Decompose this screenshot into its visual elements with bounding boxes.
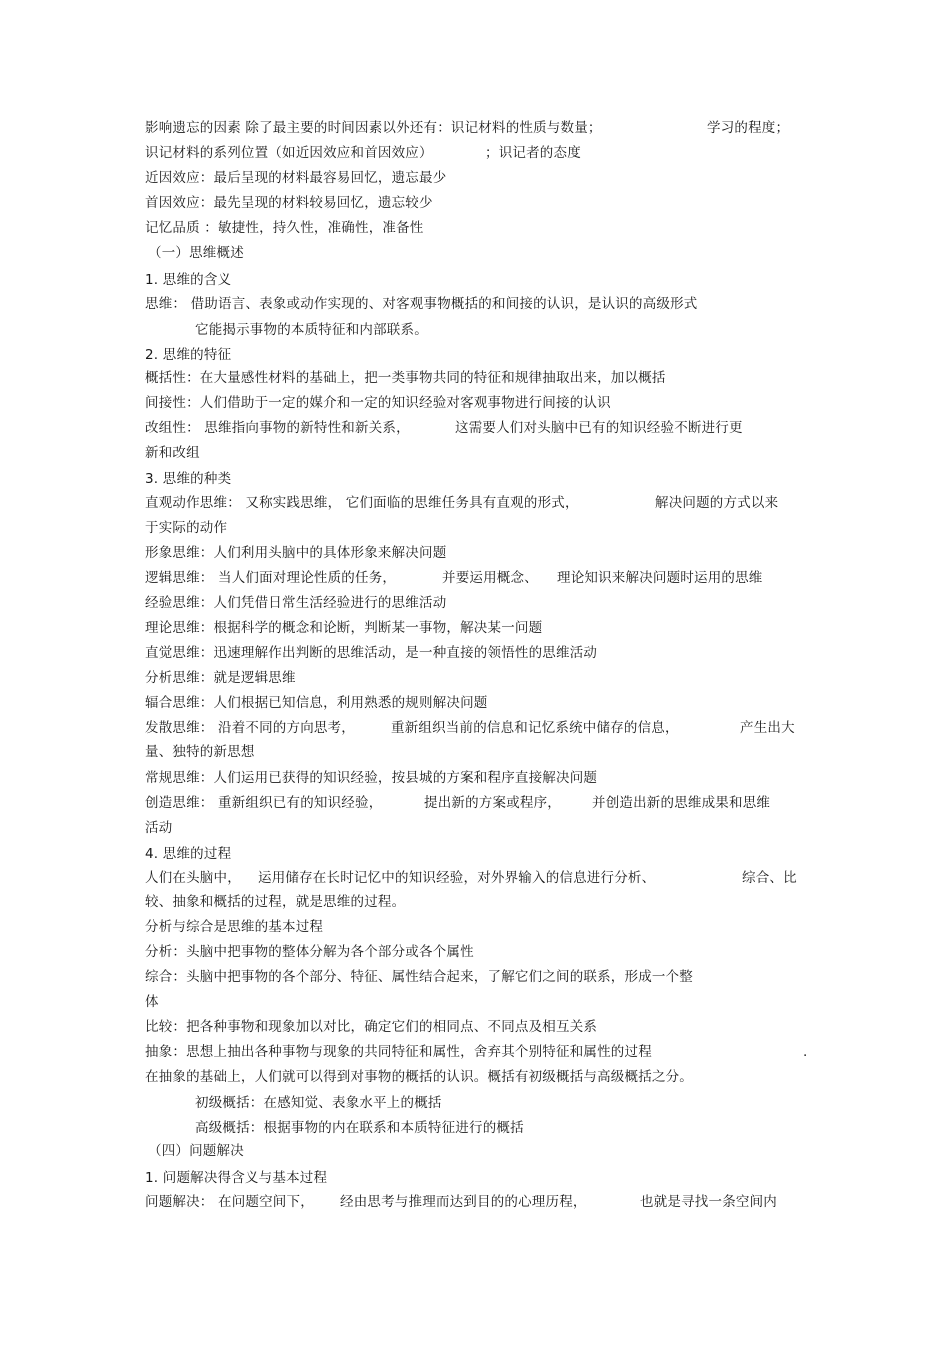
text-segment: 运用储存在长时记忆中的知识经验，对外界输入的信息进行分析、 (258, 870, 656, 886)
text-line: 经验思维：人们凭借日常生活经验进行的思维活动 (145, 595, 447, 611)
text-line: 比较：把各种事物和现象加以对比，确定它们的相同点、不同点及相互关系 (145, 1019, 598, 1035)
text-segment: 理论知识来解决问题时运用的思维 (557, 570, 763, 586)
text-line: 创造思维： 重新组织已有的知识经验， 提出新的方案或程序， 并创造出新的思维成果和思维 (145, 795, 771, 811)
subsection-heading: 2. 思维的特征 (145, 347, 232, 363)
text-line: 于实际的动作 (145, 520, 228, 536)
text-line: 初级概括：在感知觉、表象水平上的概括 (195, 1095, 442, 1111)
text-line: 直观动作思维： 又称实践思维， 它们面临的思维任务具有直观的形式， 解决问题的方式以来 (145, 495, 779, 511)
text-segment: 学习的程度； (707, 120, 790, 136)
text-segment: 产生出大 (740, 720, 795, 736)
text-line: 分析与综合是思维的基本过程 (145, 919, 324, 935)
section-heading: （一）思维概述 (148, 245, 244, 261)
text-line: 新和改组 (145, 445, 200, 461)
text-segment: 提出新的方案或程序， (424, 795, 561, 811)
text-line: 分析：头脑中把事物的整体分解为各个部分或各个属性 (145, 944, 474, 960)
text-line: 在抽象的基础上，人们就可以得到对事物的概括的认识。概括有初级概括与高级概括之分。 (145, 1069, 693, 1085)
text-line: 分析思维：就是逻辑思维 (145, 670, 296, 686)
text-line: 形象思维：人们利用头脑中的具体形象来解决问题 (145, 545, 447, 561)
text-line: 综合：头脑中把事物的各个部分、特征、属性结合起来，了解它们之间的联系，形成一个整 (145, 969, 693, 985)
text-segment: 也就是寻找一条空间内 (640, 1194, 777, 1210)
text-line: 高级概括：根据事物的内在联系和本质特征进行的概括 (195, 1120, 524, 1136)
text-line: 直觉思维：迅速理解作出判断的思维活动，是一种直接的领悟性的思维活动 (145, 645, 598, 661)
text-line: 体 (145, 994, 159, 1010)
text-line: 较、抽象和概括的过程，就是思维的过程。 (145, 894, 406, 910)
text-segment: 综合、比 (742, 870, 797, 886)
subsection-heading: 3. 思维的种类 (145, 471, 232, 487)
text-line: 量、独特的新思想 (145, 744, 255, 760)
text-line: 概括性：在大量感性材料的基础上，把一类事物共同的特征和规律抽取出来，加以概括 (145, 370, 666, 386)
text-segment: 解决问题的方式以来 (655, 495, 779, 511)
subsection-heading: 1. 问题解决得含义与基本过程 (145, 1170, 328, 1186)
text-segment: . (803, 1044, 808, 1060)
text-line: 影响遗忘的因素 除了最主要的时间因素以外还有：识记材料的性质与数量； 学习的程度； (145, 120, 790, 136)
text-line: 常规思维：人们运用已获得的知识经验，按县城的方案和程序直接解决问题 (145, 770, 598, 786)
text-line: 理论思维：根据科学的概念和论断，判断某一事物，解决某一问题 (145, 620, 543, 636)
subsection-heading: 1. 思维的含义 (145, 272, 232, 288)
text-segment: 并要运用概念、 (442, 570, 538, 586)
text-line: 间接性：人们借助于一定的媒介和一定的知识经验对客观事物进行间接的认识 (145, 395, 611, 411)
text-segment: 经由思考与推理而达到目的的心理历程， (340, 1194, 587, 1210)
text-line: 问题解决： 在问题空间下， 经由思考与推理而达到目的的心理历程， 也就是寻找一条空间内 (145, 1194, 777, 1210)
section-heading: （四）问题解决 (148, 1143, 244, 1159)
text-line: 思维： 借助语言、表象或动作实现的、对客观事物概括的和间接的认识，是认识的高级形式 (145, 296, 698, 312)
text-line: 它能揭示事物的本质特征和内部联系。 (195, 322, 428, 338)
subsection-heading: 4. 思维的过程 (145, 846, 232, 862)
text-line: 记忆品质 ：敏捷性，持久性，准确性，准备性 (145, 220, 424, 236)
text-line: 人们在头脑中， 运用储存在长时记忆中的知识经验，对外界输入的信息进行分析、 综合、比 (145, 870, 797, 886)
text-line: 近因效应：最后呈现的材料最容易回忆，遗忘最少 (145, 170, 447, 186)
text-segment: 重新组织当前的信息和记忆系统中储存的信息， (391, 720, 679, 736)
text-line: 辐合思维：人们根据已知信息，利用熟悉的规则解决问题 (145, 695, 488, 711)
text-line: 发散思维： 沿着不同的方向思考， 重新组织当前的信息和记忆系统中储存的信息， 产生出大 (145, 720, 795, 736)
text-line: 抽象：思想上抽出各种事物与现象的共同特征和属性，舍弃其个别特征和属性的过程 . (145, 1044, 808, 1060)
text-line: 逻辑思维： 当人们面对理论性质的任务， 并要运用概念、 理论知识来解决问题时运用的思维 (145, 570, 763, 586)
text-segment: ；识记者的态度 (485, 145, 581, 161)
text-line: 首因效应：最先呈现的材料较易回忆，遗忘较少 (145, 195, 433, 211)
text-line: 活动 (145, 820, 173, 836)
text-segment: 这需要人们对头脑中已有的知识经验不断进行更 (455, 420, 743, 436)
text-line: 改组性： 思维指向事物的新特性和新关系， 这需要人们对头脑中已有的知识经验不断进行更 (145, 420, 743, 436)
text-line: 识记材料的系列位置（如近因效应和首因效应） ；识记者的态度 (145, 145, 581, 161)
text-segment: 并创造出新的思维成果和思维 (592, 795, 771, 811)
